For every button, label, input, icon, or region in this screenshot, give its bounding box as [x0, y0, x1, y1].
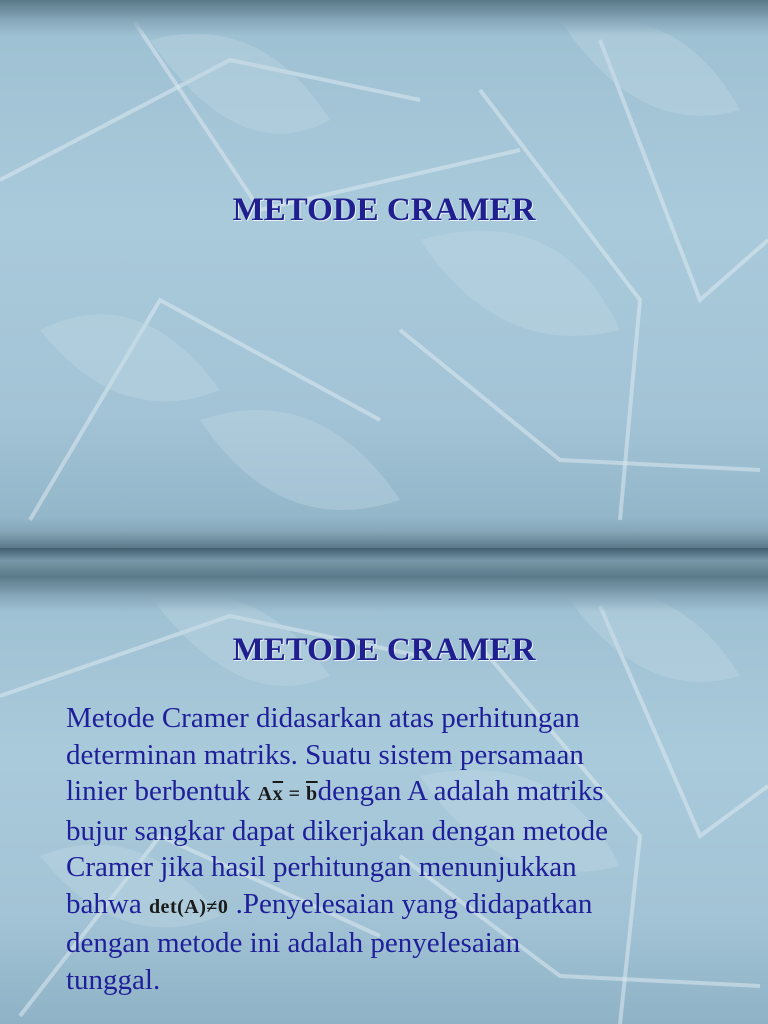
body-text-fragment: dengan A adalah matriks — [317, 775, 604, 807]
slide-title: METODE CRAMER — [232, 192, 536, 228]
body-line: Metode Cramer didasarkan atas perhitungan — [66, 702, 580, 734]
slide-separator — [0, 548, 768, 576]
body-line: Cramer jika hasil perhitungan menunjukkan — [66, 851, 577, 883]
slide-2 — [0, 576, 768, 1024]
formula-matrix-a: A — [257, 783, 273, 805]
slide-body-text — [66, 700, 726, 998]
formula-vector-x: $\overline{x}$ — [272, 783, 284, 805]
body-line — [66, 886, 726, 926]
slide-top-band — [0, 576, 768, 612]
formula-equals: = — [283, 783, 307, 805]
formula-ax-equals-b — [258, 783, 318, 805]
body-line: bujur sangkar dapat dikerjakan dengan metode — [66, 814, 608, 847]
body-text-fragment: .Penyelesaian yang didapatkan — [228, 887, 593, 920]
formula-determinant: det(A)≠0 — [148, 895, 229, 918]
body-line: determinan matriks. Suatu sistem persamaan — [66, 738, 584, 771]
body-text-fragment: linier berbentuk — [66, 775, 258, 807]
slide-title: METODE CRAMER — [232, 632, 536, 668]
body-line: dengan metode ini adalah penyelesaian — [66, 927, 521, 959]
body-line — [66, 773, 726, 813]
body-line: tunggal. — [66, 963, 161, 996]
formula-vector-b: $\overline{b}$ — [306, 783, 318, 805]
slide-top-band — [0, 0, 768, 36]
body-text-fragment: bahwa — [66, 887, 149, 920]
slide-bottom-band — [0, 518, 768, 548]
